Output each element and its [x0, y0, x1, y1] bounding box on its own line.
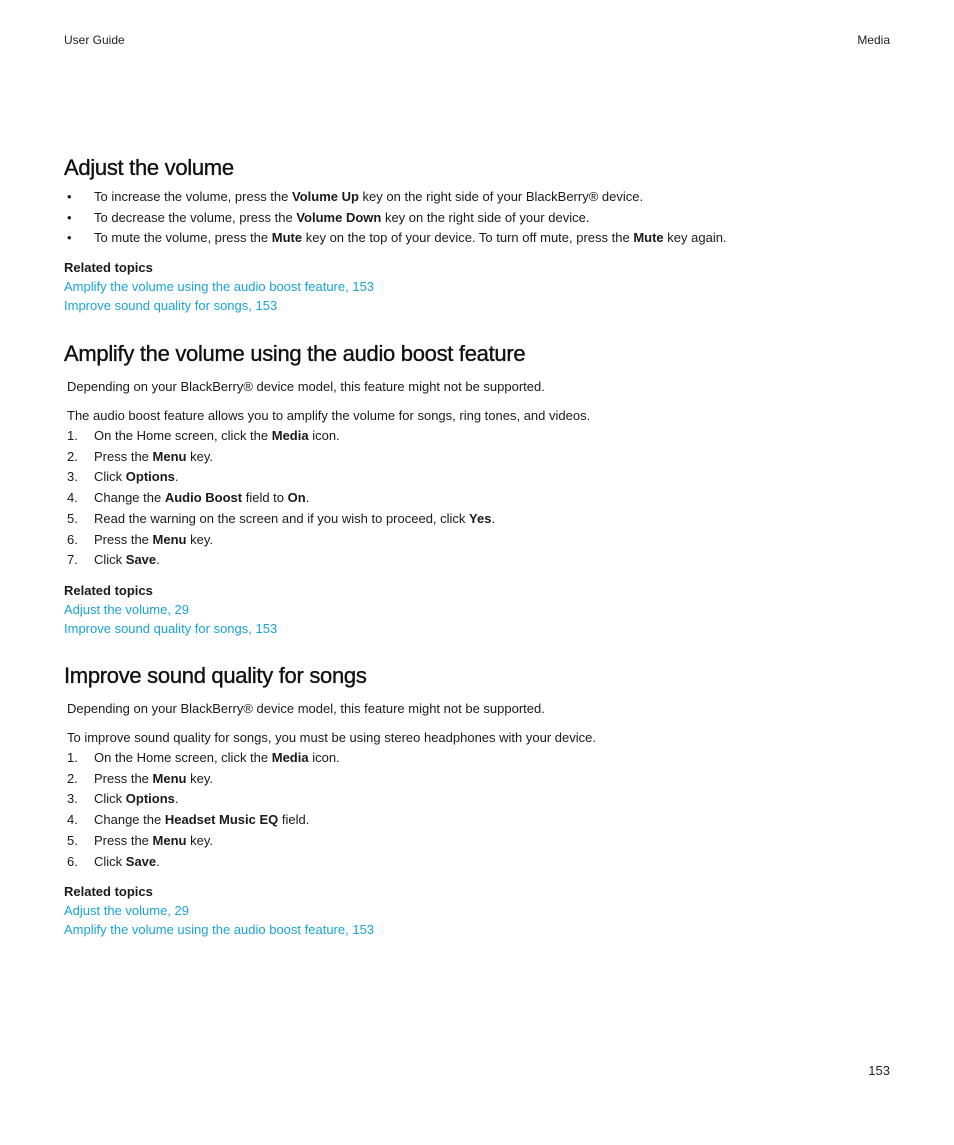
section-amplify-volume [64, 341, 890, 638]
list-item: 6. Click Save. [67, 853, 160, 869]
list-item: 6. Press the Menu key. [67, 531, 213, 547]
related-link[interactable]: Adjust the volume, 29 [64, 601, 190, 617]
steps-list [64, 748, 890, 872]
running-header-section: Media [857, 33, 890, 47]
list-item: 5. Press the Menu key. [67, 832, 213, 848]
related-topics [64, 882, 890, 939]
list-item: 7. Click Save. [67, 552, 160, 568]
intro-text: To improve sound quality for songs, you must be using stereo headphones with your device. [67, 730, 596, 745]
related-topics-heading: Related topics [64, 260, 153, 276]
section-improve-sound [64, 663, 890, 939]
bullet-list [64, 187, 890, 249]
list-item: 2. Press the Menu key. [67, 770, 213, 786]
section-title: Improve sound quality for songs [64, 663, 367, 688]
intro-text: The audio boost feature allows you to amplify the volume for songs, ring tones, and videos. [67, 408, 591, 423]
list-item: 1. On the Home screen, click the Media icon. [67, 750, 340, 765]
related-topics-heading: Related topics [64, 884, 153, 900]
page-number: 153 [868, 1063, 890, 1078]
section-title: Adjust the volume [64, 155, 234, 180]
related-link[interactable]: Amplify the volume using the audio boost feature, 153 [64, 279, 375, 295]
list-item: 4. Change the Audio Boost field to On. [67, 490, 310, 506]
section-title: Amplify the volume using the audio boost feature [64, 341, 526, 366]
bullet-icon: • [67, 189, 72, 204]
related-link[interactable]: Amplify the volume using the audio boost feature, 153 [64, 922, 375, 938]
list-item: • To mute the volume, press the Mute key on the top of your device. To turn off mute, press the Mute key again. [64, 228, 890, 249]
list-item: 4. Change the Headset Music EQ field. [67, 812, 310, 828]
bullet-icon: • [67, 209, 72, 225]
device-support-note: Depending on your BlackBerry® device model, this feature might not be supported. [67, 379, 545, 394]
list-item: 2. Press the Menu key. [67, 448, 213, 464]
running-header-guide: User Guide [64, 33, 125, 47]
section-adjust-volume [64, 155, 890, 315]
list-item: 1. On the Home screen, click the Media icon. [67, 428, 340, 443]
bullet-icon: • [67, 230, 72, 246]
related-topics [64, 581, 890, 638]
related-topics [64, 258, 890, 315]
related-link[interactable]: Improve sound quality for songs, 153 [64, 620, 278, 636]
list-item: 3. Click Options. [67, 469, 179, 485]
related-topics-heading: Related topics [64, 582, 153, 598]
list-item: 5. Read the warning on the screen and if you wish to proceed, click Yes. [67, 510, 496, 526]
steps-list [64, 426, 890, 571]
list-item: • To increase the volume, press the Volume Up key on the right side of your BlackBerry® device. [64, 187, 890, 208]
related-link[interactable]: Adjust the volume, 29 [64, 903, 190, 919]
list-item: 3. Click Options. [67, 791, 179, 807]
related-link[interactable]: Improve sound quality for songs, 153 [64, 298, 278, 314]
device-support-note: Depending on your BlackBerry® device model, this feature might not be supported. [67, 701, 545, 716]
list-item: • To decrease the volume, press the Volume Down key on the right side of your device. [64, 208, 890, 229]
